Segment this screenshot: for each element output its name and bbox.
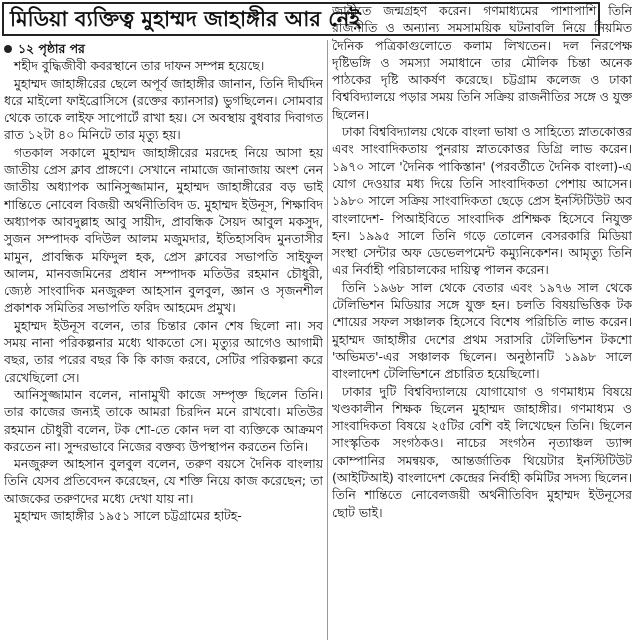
paragraph: মনজুরুল আহসান বুলবুল বলেন, তরুণ বয়সে দৈনিক বাংলায় তিনি যেসব প্রতিবেদন করেছেন, যে শক্তি নিয়ে কাজ করেছেন; তা আজকের তরুণদের মধ্যে দেখা যায় না। bbox=[4, 456, 323, 506]
paragraph: মুহাম্মদ জাহাঙ্গীর ১৯৫১ সালে চট্টগ্রামের হাটহ- bbox=[14, 508, 242, 524]
paragraph: মুহাম্মদ জাহাঙ্গীরের ছেলে অপূর্ব জাহাঙ্গীর জানান, তিনি দীর্ঘদিন ধরে মাইলো ফাইব্রোসিসে (রক্তের ক্যানসার) ভুগছিলেন। সোমবার থেকে তাকে লাইফ সাপোর্টে রাখা হয়। সে অবস্থায় বুধবার দিবাগত রাত ১২টা ৪০ মিনিটে তার মৃত্যু হয়। bbox=[4, 75, 323, 143]
continuation-label: ১২ পৃষ্ঠার পর bbox=[18, 41, 85, 56]
paragraph: আনিসুজ্জামান বলেন, নানামুখী কাজে সম্পৃক্ত ছিলেন তিনি। তার কাজের জন্যই তাকে আমরা চিরদিন মনে রাখবো। মতিউর রহমান চৌধুরী বলেন, টক শো-তে কোন দল বা ব্যক্তিকে আক্রমণ করতেন না। সুন্দরভাবে নিজের বক্তব্য উপস্থাপন করতেন তিনি। bbox=[4, 386, 323, 454]
paragraph: ঢাকার দুটি বিশ্ববিদ্যালয়ে যোগাযোগ ও গণমাধ্যম বিষয়ে খণ্ডকালীন শিক্ষক ছিলেন মুহাম্মদ জাহাঙ্গীর। গণমাধ্যম ও সাংবাদিকতা বিষয়ে ২৫টির বেশি বই লিখেছেন তিনি। ছিলেন সাংস্কৃতিক সংগঠকও। নাচের সংগঠন নৃত্যাঞ্চল ড্যান্স কোম্পানির সমন্বয়ক, আন্তর্জাতিক থিয়েটার ইনস্টিটিউট (আইটিআই) বাংলাদেশ কেন্দ্রের নির্বাহী কমিটির সদস্য ছিলেন। তিনি শান্তিতে নোবেলজয়ী অর্থনীতিবিদ মুহাম্মদ ইউনূসের ছোট ভাই। bbox=[332, 383, 632, 520]
column-divider bbox=[327, 40, 328, 640]
paragraph: শহীদ বুদ্ধিজীবী কবরস্থানে তার দাফন সম্পন্ন হয়েছে। bbox=[14, 58, 265, 74]
continuation-marker bbox=[4, 40, 323, 57]
article-column-left bbox=[4, 40, 323, 640]
paragraph: তিনি ১৯৬৮ সাল থেকে বেতার এবং ১৯৭৬ সাল থেকে টেলিভিশন মিডিয়ার সঙ্গে যুক্ত হন। চলতি বিষয়ভিত্তিক টক শোয়ের সফল সঞ্চালক হিসেবে বিশেষ পরিচিতি লাভ করেন। মুহাম্মদ জাহাঙ্গীর দেশের প্রথম সরাসরি টেলিভিশন টকশো 'অভিমত'-এর সঞ্চালক ছিলেন। অনুষ্ঠানটি ১৯৯৮ সালে বাংলাদেশ টেলিভিশনে প্রচারিত হয়েছিলো। bbox=[332, 279, 632, 382]
bullet-icon bbox=[4, 45, 12, 53]
article-column-right bbox=[332, 2, 632, 640]
headline: মিডিয়া ব্যক্তিত্ব মুহাম্মদ জাহাঙ্গীর আর নেই bbox=[2, 2, 600, 36]
paragraph: জারীতে জন্মগ্রহণ করেন। গণমাধ্যমের পাশাপাশি তিনি রাজনীতি ও অন্যান্য সমসাময়িক ঘটনাবলি নিয়ে নিয়মিত দৈনিক পত্রিকাগুলোতে কলাম লিখতেন। দল নিরপেক্ষ দৃষ্টিভঙ্গি ও সমস্যা সমাধানে তার মৌলিক চিন্তা অনেক পাঠকের দৃষ্টি আকর্ষণ করেছে। চট্টগ্রাম কলেজ ও ঢাকা বিশ্ববিদ্যালয়ে পড়ার সময় তিনি সক্রিয় রাজনীতির সঙ্গে ও যুক্ত ছিলেন। bbox=[332, 3, 632, 122]
paragraph: ঢাকা বিশ্ববিদ্যালয় থেকে বাংলা ভাষা ও সাহিত্যে স্নাতকোত্তর এবং সাংবাদিকতায় পুনরায় স্নাতকোত্তর ডিগ্রি লাভ করেন। ১৯৭০ সালে 'দৈনিক পাকিস্তান' (পরবর্তীতে দৈনিক বাংলা)-এ যোগ দেওয়ার মধ্য দিয়ে তিনি সাংবাদিকতা পেশায় আসেন। ১৯৮০ সালে সক্রিয় সাংবাদিকতা ছেড়ে প্রেস ইনস্টিটিউট অব বাংলাদেশ- পিআইবিতে সাংবাদিক প্রশিক্ষক হিসেবে নিযুক্ত হন। ১৯৯৫ সালে তিনি গড়ে তোলেন বেসরকারি মিডিয়া সংস্থা সেন্টার অফ ডেভেলপমেন্ট কম্যুনিকেশন। আমৃত্যু তিনি এর নির্বাহী পরিচালকের দায়িত্ব পালন করেন। bbox=[332, 124, 632, 278]
paragraph: গতকাল সকালে মুহাম্মদ জাহাঙ্গীরের মরদেহ নিয়ে আসা হয় জাতীয় প্রেস ক্লাব প্রাঙ্গণে। সেখানে নামাজে জানাজায় অংশ নেন জাতীয় অধ্যাপক আনিসুজ্জামান, মুহাম্মদ জাহাঙ্গীরের বড় ভাই শান্তিতে নোবেল বিজয়ী অর্থনীতিবিদ ড. মুহাম্মদ ইউনূস, শিক্ষাবিদ অধ্যাপক আবদুল্লাহ আবু সায়ীদ, প্রাবন্ধিক সৈয়দ আবুল মকসুদ, সুজন সম্পাদক বদিউল আলম মজুমদার, ইতিহাসবিদ মুনতাসীর মামুন, প্রাবন্ধিক মফিদুল হক, প্রেস ক্লাবের সভাপতি সাইফুল আলম, মানবজমিনের প্রধান সম্পাদক মতিউর রহমান চৌধুরী, জ্যেষ্ঠ সাংবাদিক মনজুরুল আহসান বুলবুল, জ্ঞান ও সৃজনশীল প্রকাশক সমিতির সভাপতি ফরিদ আহমেদ প্রমুখ। bbox=[4, 144, 323, 316]
paragraph: মুহাম্মদ ইউনূস বলেন, তার চিন্তার কোন শেষ ছিলো না। সব সময় নানা পরিকল্পনার মধ্যে থাকতো সে। মৃত্যুর আগেও আগামী বছর, তার পরের বছর কি কি কাজ করবে, সেটির পরিকল্পনা করে রেখেছিলো সে। bbox=[4, 317, 323, 385]
